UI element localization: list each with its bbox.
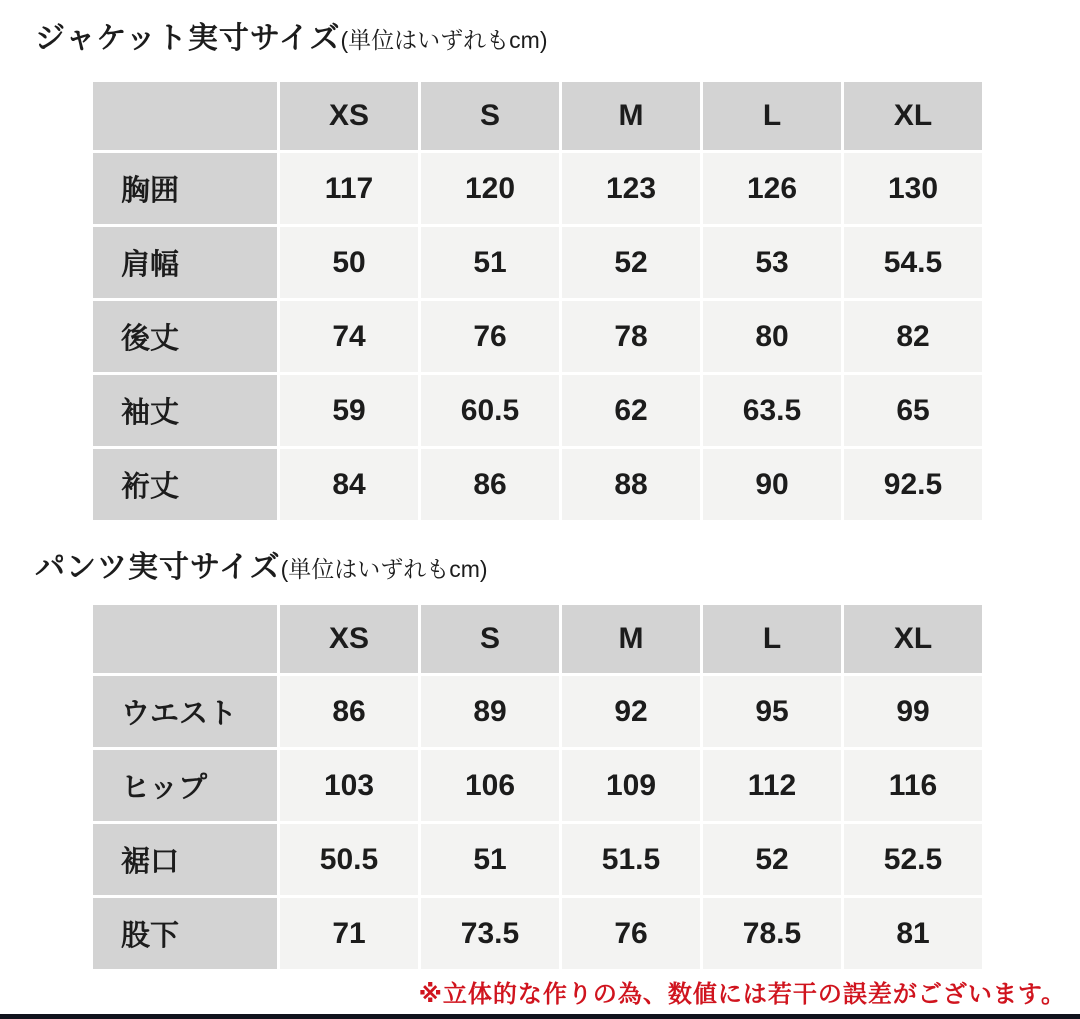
measurement-value: 88 [562,449,700,520]
bottom-border-bar [0,1014,1080,1019]
measurement-row [93,153,982,224]
measurement-value: 63.5 [703,375,841,446]
size-column-header: M [562,605,700,673]
measurement-value: 76 [421,301,559,372]
measurement-value: 117 [280,153,418,224]
measurement-value: 86 [280,676,418,747]
measurement-label: 袖丈 [93,375,277,446]
measurement-value: 86 [421,449,559,520]
corner-cell [93,605,277,673]
measurement-value: 95 [703,676,841,747]
measurement-row [93,301,982,372]
measurement-value: 116 [844,750,982,821]
measurement-row [93,676,982,747]
corner-cell [93,82,277,150]
measurement-value: 71 [280,898,418,969]
measurement-value: 89 [421,676,559,747]
measurement-value: 78 [562,301,700,372]
jacket-unit-note: (単位はいずれもcm) [340,27,548,53]
measurement-value: 112 [703,750,841,821]
measurement-value: 51 [421,227,559,298]
measurement-label: 後丈 [93,301,277,372]
measurement-value: 52.5 [844,824,982,895]
measurement-row [93,227,982,298]
measurement-value: 60.5 [421,375,559,446]
measurement-value: 109 [562,750,700,821]
measurement-value: 52 [703,824,841,895]
size-column-header: L [703,82,841,150]
size-header-row [93,605,982,673]
size-column-header: XL [844,605,982,673]
jacket-section-title [35,20,1080,59]
measurement-value: 50 [280,227,418,298]
pants-size-table [90,602,985,972]
measurement-value: 92 [562,676,700,747]
measurement-value: 59 [280,375,418,446]
measurement-value: 54.5 [844,227,982,298]
measurement-value: 52 [562,227,700,298]
measurement-row [93,449,982,520]
measurement-label: ヒップ [93,750,277,821]
pants-section-title [35,549,1080,588]
measurement-value: 51.5 [562,824,700,895]
pants-section [35,549,1080,972]
measurement-label: 肩幅 [93,227,277,298]
measurement-row [93,750,982,821]
measurement-value: 65 [844,375,982,446]
measurement-row [93,824,982,895]
measurement-value: 123 [562,153,700,224]
measurement-label: 裄丈 [93,449,277,520]
measurement-value: 73.5 [421,898,559,969]
size-column-header: XS [280,605,418,673]
size-column-header: L [703,605,841,673]
disclaimer-note: ※立体的な作りの為、数値には若干の誤差がございます。 [418,981,1066,1008]
measurement-value: 92.5 [844,449,982,520]
measurement-value: 130 [844,153,982,224]
measurement-value: 99 [844,676,982,747]
measurement-value: 51 [421,824,559,895]
measurement-value: 53 [703,227,841,298]
measurement-value: 81 [844,898,982,969]
measurement-value: 50.5 [280,824,418,895]
size-column-header: XS [280,82,418,150]
size-column-header: XL [844,82,982,150]
measurement-value: 84 [280,449,418,520]
measurement-row [93,375,982,446]
measurement-value: 120 [421,153,559,224]
jacket-size-table [90,79,985,523]
measurement-label: 股下 [93,898,277,969]
measurement-value: 126 [703,153,841,224]
measurement-row [93,898,982,969]
measurement-value: 78.5 [703,898,841,969]
pants-unit-note: (単位はいずれもcm) [280,556,488,582]
size-header-row [93,82,982,150]
measurement-value: 80 [703,301,841,372]
measurement-value: 90 [703,449,841,520]
measurement-label: 胸囲 [93,153,277,224]
size-column-header: M [562,82,700,150]
measurement-value: 82 [844,301,982,372]
measurement-label: ウエスト [93,676,277,747]
measurement-value: 76 [562,898,700,969]
jacket-title-text: ジャケット実寸サイズ [35,22,341,55]
size-column-header: S [421,82,559,150]
measurement-value: 103 [280,750,418,821]
jacket-section [35,20,1080,523]
measurement-value: 106 [421,750,559,821]
measurement-value: 62 [562,375,700,446]
pants-title-text: パンツ実寸サイズ [35,551,281,584]
measurement-label: 裾口 [93,824,277,895]
size-column-header: S [421,605,559,673]
measurement-value: 74 [280,301,418,372]
